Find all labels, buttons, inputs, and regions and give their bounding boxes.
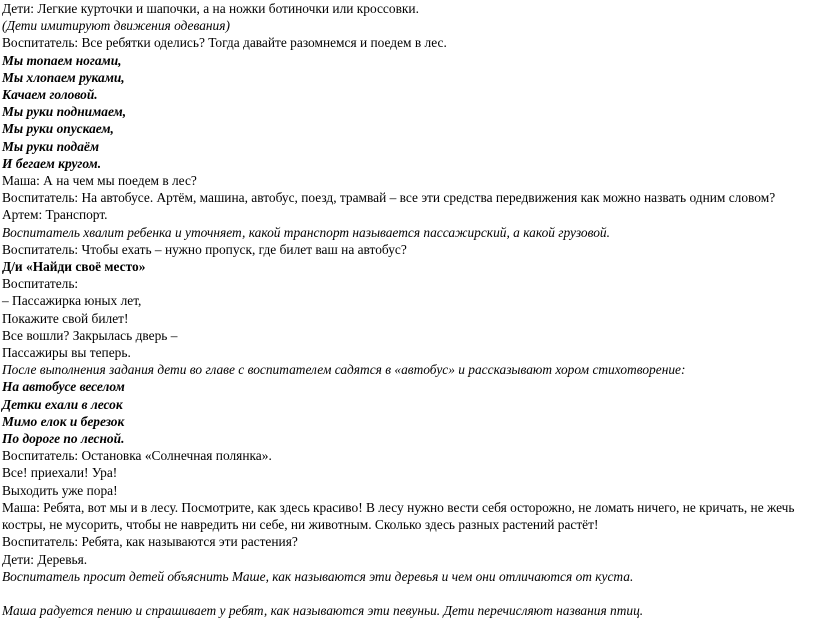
poem-line: На автобусе веселом [2, 379, 125, 395]
poem-line: По дороге по лесной. [2, 431, 125, 447]
poem-line: Мы руки опускаем, [2, 121, 114, 137]
poem-line: Мы топаем ногами, [2, 52, 122, 68]
line-masha-forest-rules: Маша: Ребята, вот мы и в лесу. Посмотрите, как здесь красиво! В лесу нужно вести себя осторожно, не ломать ничего, не кричать, не жечь костры, не мусорить, чтобы не навредить ни себе, ни животным. Сколько здесь разных растений растёт! [2, 499, 795, 533]
line-teacher-transport: Воспитатель: На автобусе. Артём, машина, автобус, поезд, трамвай – все эти средства передвижения как можно назвать одним словом? [2, 190, 776, 206]
line-teacher-label: Воспитатель: [2, 276, 79, 292]
line-teacher-ticket: Воспитатель: Чтобы ехать – нужно пропуск, где билет ваш на автобус? [2, 241, 407, 257]
line-children-trees: Дети: Деревья. [2, 551, 88, 567]
line-teacher-stop: Воспитатель: Остановка «Солнечная полянка». [2, 448, 272, 464]
poem-line: И бегаем кругом. [2, 155, 102, 171]
poem-line: Качаем головой. [2, 87, 98, 103]
poem-line: Мимо елок и березок [2, 413, 125, 429]
poem-line: Детки ехали в лесок [2, 396, 123, 412]
line-stage-direction-praise: Воспитатель хвалит ребенка и уточняет, какой транспорт называется пассажирский, а какой грузовой. [2, 224, 610, 240]
verse-line: Все вошли? Закрылась дверь – [2, 327, 178, 343]
game-title: Д/и «Найди своё место» [2, 259, 146, 275]
line-artem-answer: Артем: Транспорт. [2, 207, 108, 223]
line-masha-question: Маша: А на чем мы поедем в лес? [2, 173, 197, 189]
poem-line: Мы руки поднимаем, [2, 104, 127, 120]
poem-line: Мы хлопаем руками, [2, 69, 125, 85]
line-stage-direction-birds: Маша радуется пению и спрашивает у ребят, как называются эти певуньи. Дети перечисляют названия птиц. [2, 603, 644, 619]
line-teacher-warmup: Воспитатель: Все ребятки оделись? Тогда давайте разомнемся и поедем в лес. [2, 35, 447, 51]
line-stage-direction-bus: После выполнения задания дети во главе с воспитателем садятся в «автобус» и рассказывают хором стихотворение: [2, 362, 686, 378]
blank-line [2, 585, 816, 602]
line-teacher-plants: Воспитатель: Ребята, как называются эти растения? [2, 534, 298, 550]
line-stage-direction-trees: Воспитатель просит детей объяснить Маше, как называются эти деревья и чем они отличаются от куста. [2, 568, 634, 584]
verse-line: – Пассажирка юных лет, [2, 293, 142, 309]
poem-line: Мы руки подаём [2, 138, 100, 154]
line-children-clothes: Дети: Легкие курточки и шапочки, а на ножки ботиночки или кроссовки. [2, 1, 419, 16]
verse-line: Пассажиры вы теперь. [2, 345, 131, 361]
verse-line: Все! приехали! Ура! [2, 465, 118, 481]
line-stage-direction-dressing: (Дети имитируют движения одевания) [2, 18, 230, 34]
verse-line: Выходить уже пора! [2, 482, 118, 498]
verse-line: Покажите свой билет! [2, 310, 129, 326]
